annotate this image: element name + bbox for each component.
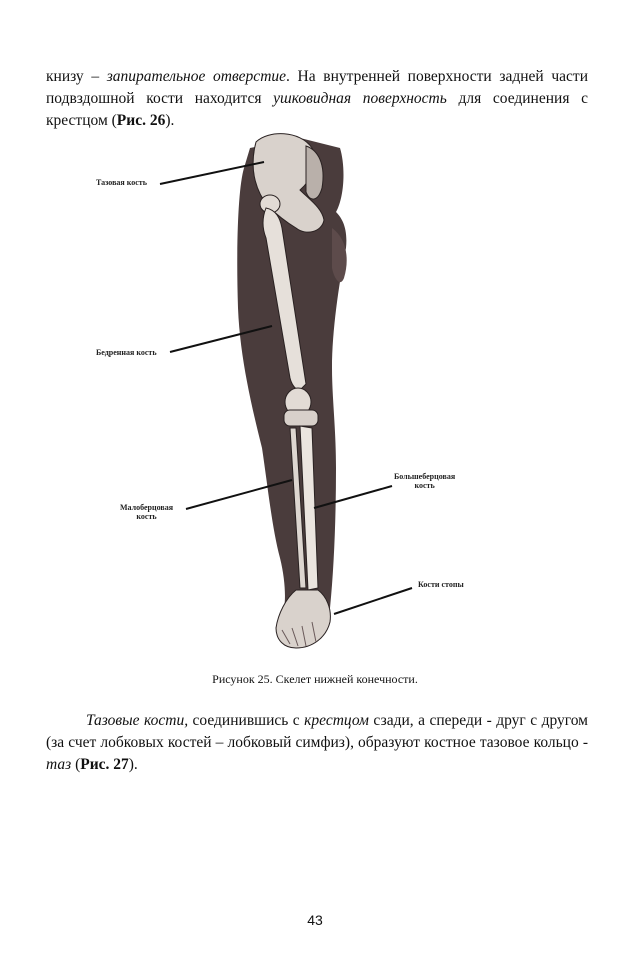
figure-caption: Рисунок 25. Скелет нижней конечности. <box>212 672 418 686</box>
text-run: книзу – <box>46 68 107 85</box>
term-sacrum: крестцом <box>304 712 369 729</box>
label-fibula-line2: кость <box>136 512 157 521</box>
paragraph-text <box>46 710 588 776</box>
paragraph-text <box>46 66 588 132</box>
text-run: ). <box>128 756 138 773</box>
label-pelvic-bone: Тазовая кость <box>96 178 147 187</box>
term-pelvic-bones: Тазовые кости, <box>86 712 189 729</box>
label-fibula-line1: Малоберцовая <box>120 503 174 512</box>
label-tibia-line1: Большеберцовая <box>394 472 456 481</box>
figure-reference: Рис. 27 <box>80 756 129 773</box>
skeleton-illustration <box>0 128 630 668</box>
text-run: . На внутренней поверхности задней части подвздошной кости находится <box>46 68 588 107</box>
figure-reference: Рис. 26 <box>116 112 166 129</box>
knee-joint <box>284 410 318 426</box>
label-fibula <box>120 503 173 521</box>
text-run: ( <box>71 756 81 773</box>
text-run: сзади, а спереди - друг с другом (за счет лобковых костей – лобковый симфиз), образуют костное тазовое кольцо - <box>46 712 588 751</box>
term-auricular-surface: ушковидная поверхность <box>273 90 447 107</box>
term-obturator-foramen: запирательное отверстие <box>106 68 287 85</box>
label-femur: Бедренная кость <box>96 348 157 357</box>
lower-limb-skeleton-figure <box>0 128 630 668</box>
label-tibia <box>394 472 455 490</box>
leader-foot-bones <box>334 588 412 614</box>
text-run: для соединения с крестцом ( <box>46 90 588 129</box>
text-run: ). <box>165 112 175 129</box>
term-pelvis: таз <box>46 756 72 773</box>
label-foot-bones: Кости стопы <box>418 580 464 589</box>
text-run: соединившись с <box>188 712 305 729</box>
foot-bones <box>276 590 330 648</box>
page-number: 43 <box>307 912 323 928</box>
label-tibia-line2: кость <box>414 481 435 490</box>
